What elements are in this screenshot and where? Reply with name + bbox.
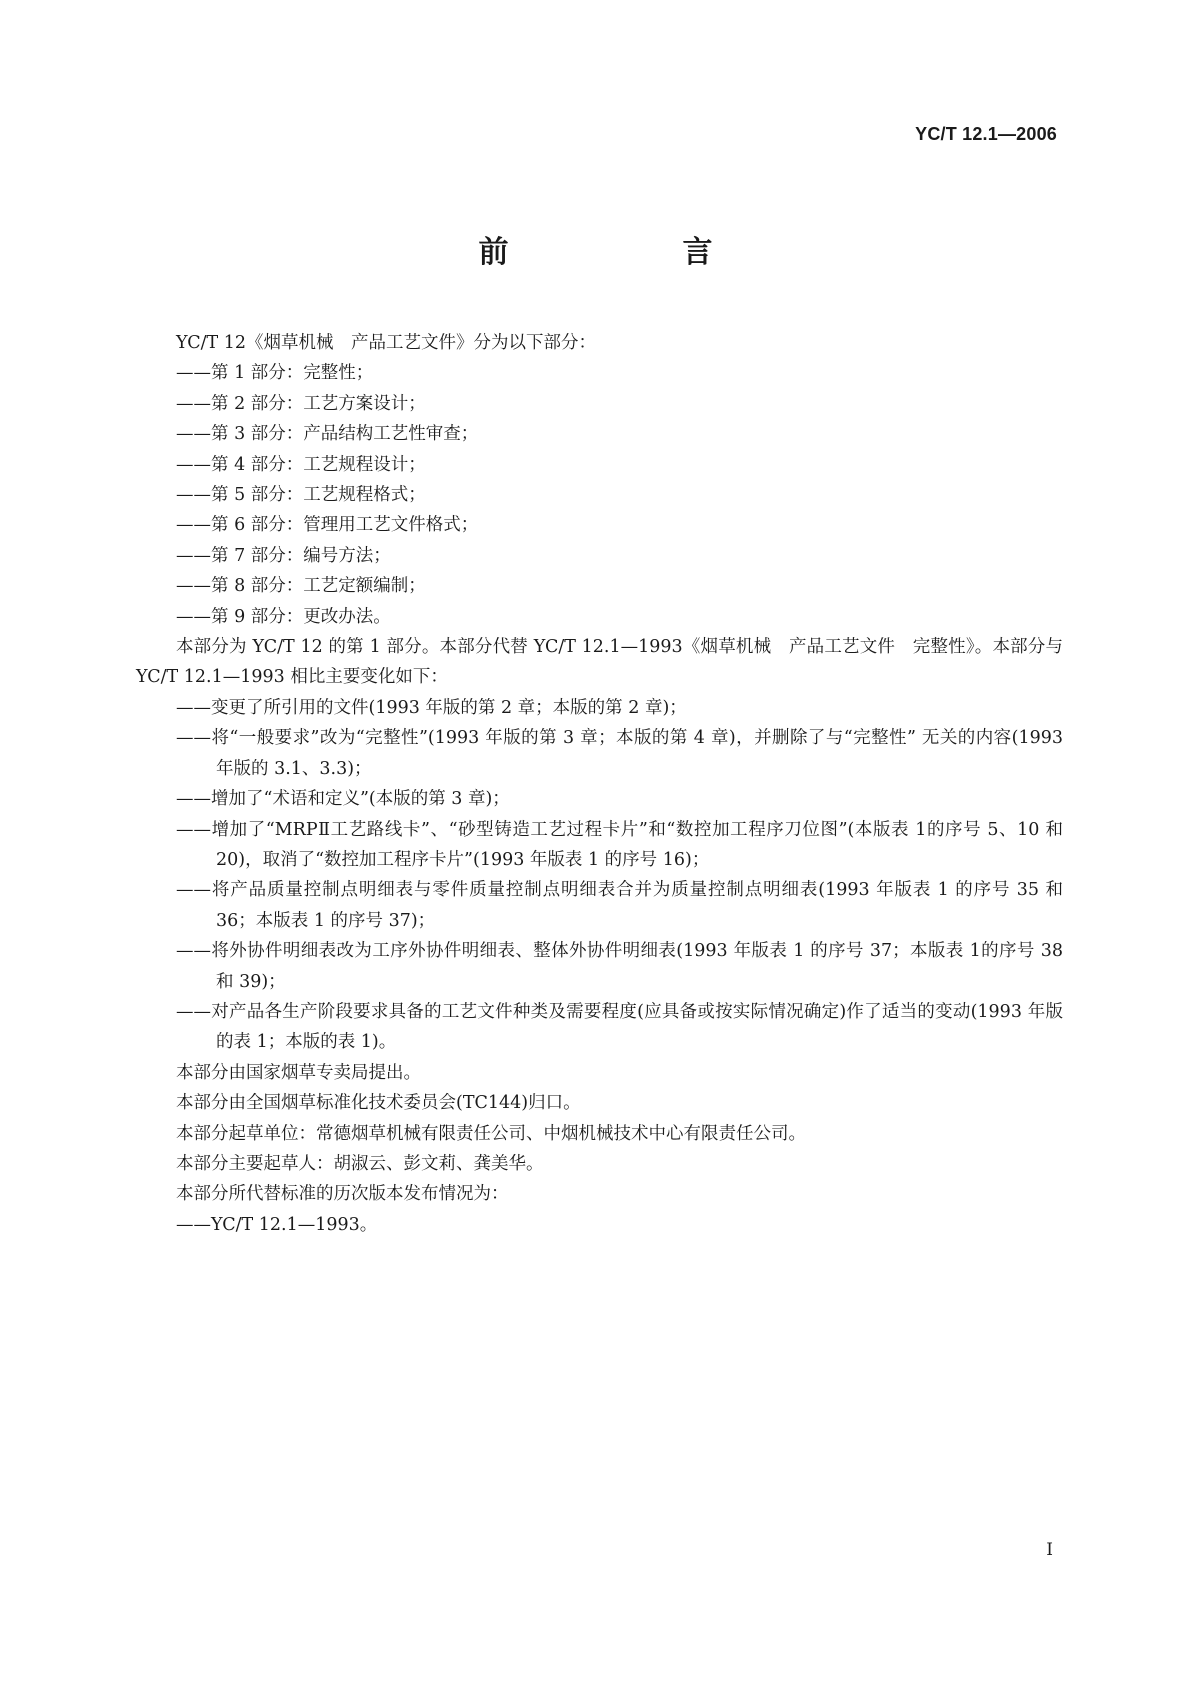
page-number: I xyxy=(1046,1540,1053,1560)
list-item-part-7: ——第 7 部分：编号方法； xyxy=(176,545,391,566)
standard-code: YC/T 12.1—2006 xyxy=(915,124,1057,144)
list-item-change-1: ——变更了所引用的文件(1993 年版的第 2 章；本版的第 2 章)； xyxy=(176,697,687,718)
list-item-history-1: ——YC/T 12.1—1993。 xyxy=(176,1214,378,1235)
list-item-part-4: ——第 4 部分：工艺规程设计； xyxy=(176,454,426,475)
drafters-paragraph: 本部分主要起草人：胡淑云、彭文莉、龚美华。 xyxy=(176,1153,544,1174)
centralized-paragraph: 本部分由全国烟草标准化技术委员会(TC144)归口。 xyxy=(176,1093,581,1114)
list-item-change-4: ——增加了“MRPⅡ工艺路线卡”、“砂型铸造工艺过程卡片”和“数控加工程序刀位图”(本版表 1的序号 5、10 和 20)，取消了“数控加工程序卡片”(1993 年版表 1 的序号 16)； xyxy=(176,819,1063,870)
list-item-part-9: ——第 9 部分：更改办法。 xyxy=(176,606,391,627)
list-item-change-5: ——将产品质量控制点明细表与零件质量控制点明细表合并为质量控制点明细表(1993 年版表 1 的序号 35 和 36；本版表 1 的序号 37)； xyxy=(176,880,1063,931)
list-item-part-3: ——第 3 部分：产品结构工艺性审查； xyxy=(176,424,479,445)
page-title: 前 言 xyxy=(478,235,751,270)
proposer-paragraph: 本部分由国家烟草专卖局提出。 xyxy=(176,1062,421,1083)
replace-paragraph: 本部分为 YC/T 12 的第 1 部分。本部分代替 YC/T 12.1—1993《烟草机械 产品工艺文件 完整性》。本部分与 YC/T 12.1—1993 相比主要变化如下： xyxy=(136,637,1063,688)
list-item-change-3: ——增加了“术语和定义”(本版的第 3 章)； xyxy=(176,789,510,810)
list-item-change-2: ——将“一般要求”改为“完整性”(1993 年版的第 3 章；本版的第 4 章)，并删除了与“完整性” 无关的内容(1993 年版的 3.1、3.3)； xyxy=(176,728,1063,779)
list-item-part-1: ——第 1 部分：完整性； xyxy=(176,363,374,384)
document-body xyxy=(136,328,1063,1240)
list-item-part-8: ——第 8 部分：工艺定额编制； xyxy=(176,576,426,597)
list-item-part-6: ——第 6 部分：管理用工艺文件格式； xyxy=(176,515,479,536)
drafting-units-paragraph: 本部分起草单位：常德烟草机械有限责任公司、中烟机械技术中心有限责任公司。 xyxy=(176,1123,806,1144)
list-item-part-5: ——第 5 部分：工艺规程格式； xyxy=(176,485,426,506)
list-item-part-2: ——第 2 部分：工艺方案设计； xyxy=(176,393,426,414)
history-intro-paragraph: 本部分所代替标准的历次版本发布情况为： xyxy=(176,1184,509,1205)
list-item-change-6: ——将外协件明细表改为工序外协件明细表、整体外协件明细表(1993 年版表 1 的序号 37；本版表 1的序号 38 和 39)； xyxy=(176,941,1063,992)
intro-paragraph: YC/T 12《烟草机械 产品工艺文件》分为以下部分： xyxy=(176,333,597,353)
list-item-change-7: ——对产品各生产阶段要求具备的工艺文件种类及需要程度(应具备或按实际情况确定)作了适当的变动(1993 年版的表 1；本版的表 1)。 xyxy=(176,1001,1063,1053)
